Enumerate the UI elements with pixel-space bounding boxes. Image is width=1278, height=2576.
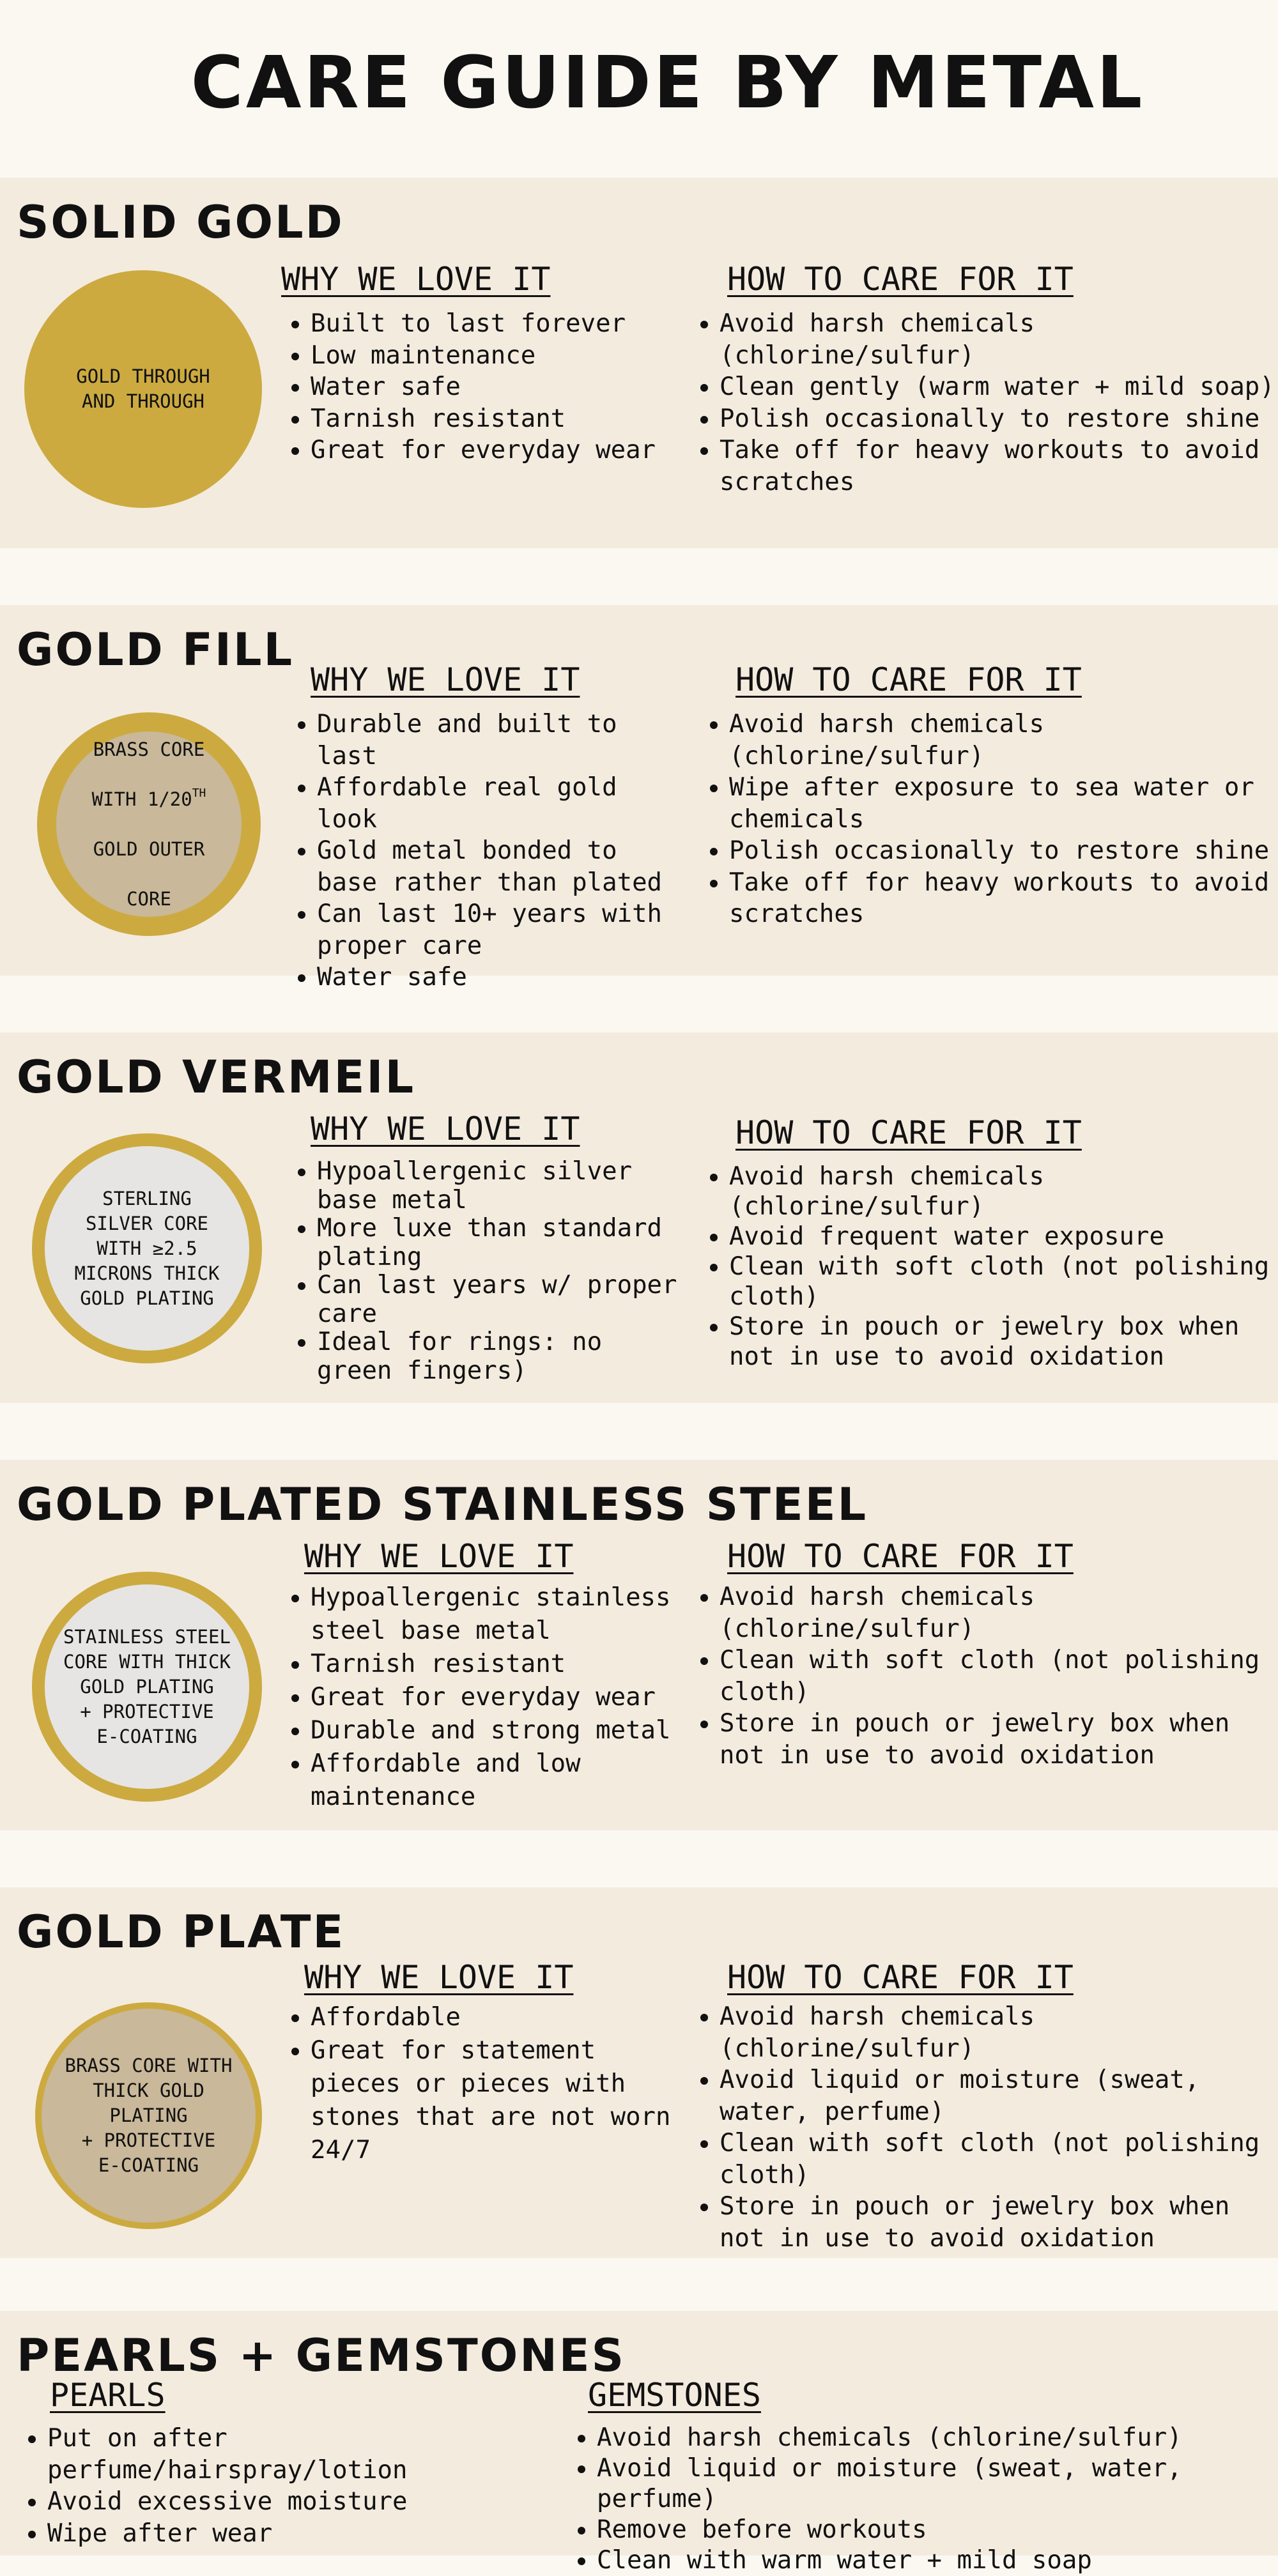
list-item: • Store in pouch or jewelry box when not in use to avoid oxidation — [729, 1312, 1278, 1372]
section-title: GOLD FILL — [17, 624, 295, 676]
why-list — [288, 709, 684, 993]
care-list — [690, 1581, 1275, 1771]
list-item: • Durable and built to last — [317, 709, 684, 772]
list-item: • Clean with soft cloth (not polishing cloth) — [720, 1644, 1275, 1708]
badge-line: GOLD OUTER — [93, 838, 205, 860]
care-column — [690, 1538, 1275, 1771]
gems-column — [567, 2377, 1277, 2576]
list-item: • Affordable — [311, 2001, 677, 2034]
why-list — [281, 2001, 677, 2167]
section-title: PEARLS + GEMSTONES — [17, 2329, 626, 2382]
section-pearls-gemstones — [0, 2311, 1278, 2575]
pearls-heading: PEARLS — [50, 2377, 166, 2414]
section-title: GOLD PLATED STAINLESS STEEL — [17, 1478, 868, 1531]
list-item: • Avoid harsh chemicals (chlorine/sulfur) — [729, 709, 1278, 772]
list-item: • Wipe after exposure to sea water or chemicals — [729, 772, 1278, 835]
list-item: • Clean with soft cloth (not polishing cloth) — [729, 1252, 1278, 1312]
list-item: • Great for everyday wear — [311, 1681, 677, 1714]
why-heading: WHY WE LOVE IT — [281, 261, 551, 298]
list-item: • Hypoallergenic stainless steel base metal — [311, 1581, 677, 1648]
list-item: • Clean gently (warm water + mild soap) — [720, 371, 1275, 403]
care-list — [700, 709, 1278, 930]
care-column — [700, 1114, 1278, 1372]
why-column — [281, 1959, 677, 2167]
section-gold-fill — [0, 605, 1278, 992]
list-item: • Tarnish resistant — [311, 1648, 677, 1681]
list-item: • Can last years w/ proper care — [317, 1271, 684, 1328]
badge-text: BRASS CORE WITH THICK GOLD PLATING + PROTECTIVE E-COATING — [65, 2055, 233, 2176]
care-heading: HOW TO CARE FOR IT — [735, 661, 1082, 698]
section-title: GOLD PLATE — [17, 1906, 346, 1958]
why-column — [288, 1110, 684, 1385]
list-item: • Store in pouch or jewelry box when not in use to avoid oxidation — [720, 1708, 1275, 1771]
badge-line-fraction: WITH 1/20 — [91, 788, 192, 810]
list-item: • More luxe than standard plating — [317, 1215, 684, 1271]
list-item: • Affordable and low maintenance — [311, 1747, 677, 1814]
list-item: • Ideal for rings: no green fingers) — [317, 1328, 684, 1385]
page-title: CARE GUIDE BY METAL — [190, 42, 1145, 125]
section-solid-gold — [0, 178, 1278, 548]
list-item: • Avoid harsh chemicals (chlorine/sulfur) — [720, 1581, 1275, 1644]
list-item: • Great for everyday wear — [311, 434, 677, 466]
metal-badge-circle — [24, 270, 262, 508]
list-item: • Great for statement pieces or pieces with stones that are not worn 24/7 — [311, 2034, 677, 2167]
why-column — [288, 661, 684, 993]
list-item: • Avoid harsh chemicals (chlorine/sulfur) — [720, 2001, 1275, 2064]
list-item: • Water safe — [317, 962, 684, 993]
why-heading: WHY WE LOVE IT — [311, 1110, 580, 1147]
why-heading: WHY WE LOVE IT — [311, 661, 580, 698]
why-list — [281, 308, 677, 466]
list-item: • Wipe after wear — [47, 2518, 580, 2550]
badge-line: BRASS CORE — [93, 738, 205, 760]
list-item: • Clean with soft cloth (not polishing cloth) — [720, 2128, 1275, 2191]
care-heading: HOW TO CARE FOR IT — [727, 1538, 1074, 1575]
list-item: • Can last 10+ years with proper care — [317, 898, 684, 962]
section-gold-plated-stainless-steel — [0, 1460, 1278, 1830]
list-item: • Water safe — [311, 371, 677, 403]
care-heading: HOW TO CARE FOR IT — [735, 1114, 1082, 1151]
gems-heading: GEMSTONES — [588, 2377, 761, 2414]
badge-line-superscript: TH — [192, 786, 206, 800]
list-item: • Polish occasionally to restore shine — [720, 403, 1275, 435]
section-title: SOLID GOLD — [17, 196, 344, 249]
list-item: • Affordable real gold look — [317, 772, 684, 835]
pearls-column — [18, 2377, 580, 2549]
list-item: • Built to last forever — [311, 308, 677, 340]
list-item: • Remove before workouts — [597, 2515, 1277, 2545]
section-title: GOLD VERMEIL — [17, 1051, 416, 1103]
care-list — [690, 308, 1275, 498]
care-column — [700, 661, 1278, 930]
list-item: • Take off for heavy workouts to avoid scratches — [729, 867, 1278, 930]
list-item: • Avoid harsh chemicals (chlorine/sulfur) — [597, 2423, 1277, 2453]
why-column — [281, 1538, 677, 1814]
pearls-list — [18, 2423, 580, 2549]
care-heading: HOW TO CARE FOR IT — [727, 1959, 1074, 1996]
badge-line: CORE — [127, 887, 171, 910]
list-item: • Put on after perfume/hairspray/lotion — [47, 2423, 580, 2486]
list-item: • Avoid liquid or moisture (sweat, water, perfume) — [597, 2453, 1277, 2515]
gems-list — [567, 2423, 1277, 2576]
metal-badge-circle — [37, 712, 261, 936]
why-heading: WHY WE LOVE IT — [304, 1959, 574, 1996]
list-item: • Gold metal bonded to base rather than plated — [317, 835, 684, 898]
metal-badge-circle — [32, 1572, 262, 1802]
care-list — [700, 1162, 1278, 1372]
list-item: • Durable and strong metal — [311, 1714, 677, 1747]
section-gold-plate — [0, 1887, 1278, 2258]
badge-text: STERLING SILVER CORE WITH ≥2.5 MICRONS THICK GOLD PLATING — [74, 1187, 220, 1309]
list-item: • Avoid harsh chemicals (chlorine/sulfur) — [720, 308, 1275, 371]
care-heading: HOW TO CARE FOR IT — [727, 261, 1074, 298]
section-gold-vermeil — [0, 1032, 1278, 1403]
badge-text: STAINLESS STEEL CORE WITH THICK GOLD PLATING + PROTECTIVE E-COATING — [63, 1625, 231, 1747]
list-item: • Avoid frequent water exposure — [729, 1222, 1278, 1252]
list-item: • Store in pouch or jewelry box when not in use to avoid oxidation — [720, 2191, 1275, 2254]
why-list — [281, 1581, 677, 1814]
list-item: • Tarnish resistant — [311, 403, 677, 435]
badge-text — [92, 712, 206, 937]
metal-badge-circle — [32, 1133, 262, 1363]
list-item: • Avoid harsh chemicals (chlorine/sulfur) — [729, 1162, 1278, 1222]
list-item: • Take off for heavy workouts to avoid scratches — [720, 434, 1275, 498]
care-column — [690, 261, 1275, 498]
list-item: • Hypoallergenic silver base metal — [317, 1158, 684, 1215]
list-item: • Clean with warm water + mild soap — [597, 2545, 1277, 2576]
badge-text: GOLD THROUGH AND THROUGH — [76, 365, 210, 412]
care-list — [690, 2001, 1275, 2254]
list-item: • Avoid excessive moisture — [47, 2486, 580, 2518]
list-item: • Avoid liquid or moisture (sweat, water, perfume) — [720, 2064, 1275, 2128]
why-heading: WHY WE LOVE IT — [304, 1538, 574, 1575]
metal-badge-circle — [35, 2002, 262, 2229]
why-column — [281, 261, 677, 466]
list-item: • Polish occasionally to restore shine — [729, 835, 1278, 867]
list-item: • Low maintenance — [311, 340, 677, 372]
badge-line — [92, 787, 206, 812]
why-list — [288, 1158, 684, 1385]
care-column — [690, 1959, 1275, 2254]
